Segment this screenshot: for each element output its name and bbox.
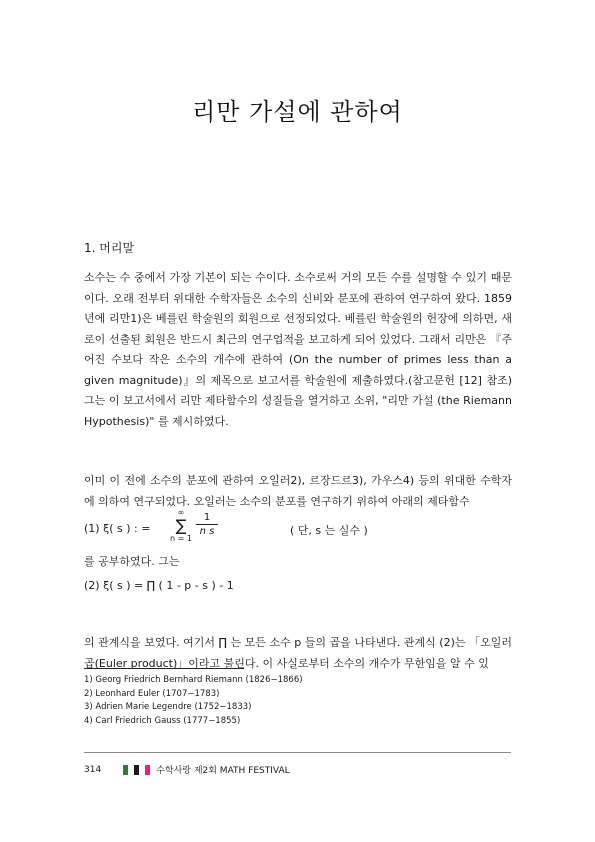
sum-lower-limit: n = 1 (170, 534, 192, 543)
intro-paragraph: 소수는 수 중에서 가장 기본이 되는 수이다. 소수로써 거의 모든 수를 설명할 수 있기 때문이다. 오래 전부터 위대한 수학자들은 소수의 신비와 분포에 관하여 연구하여 왔다. 1859년에 리만1)은 베를린 학술원의 회원으로 선정되었다. 베를린 학술원의 헌장에 의하면, 새로이 선출된 회원은 반드시 최근의 연구업적을 보고하게 되어 있었다. 그래서 리만은 『주어진 수보다 작은 소수의 개수에 관하여 (On the number of primes less than a given magnitude)』의 제목으로 보고서를 학술원에 제출하였다.(참고문헌 [12] 참조) 그는 이 보고서에서 리만 제타함수의 성질들을 열거하고 소위, "리만 가설 (the Riemann Hypothesis)" 를 제시하였다. (84, 271, 512, 428)
footnotes-list (84, 674, 303, 728)
page-title: 리만 가설에 관하여 (192, 98, 403, 126)
page-footer (84, 763, 290, 776)
footnote-item: 1) Georg Friedrich Bernhard Riemann (1826−1866) (84, 675, 303, 685)
footnote-divider (84, 668, 244, 669)
fraction-numerator: 1 (196, 511, 218, 525)
fraction-denominator: n s (199, 526, 215, 537)
footnote-item: 4) Carl Friedrich Gauss (1777−1855) (84, 715, 241, 726)
fraction (196, 511, 218, 538)
relation-paragraph: 의 관계식을 보였다. 여기서 ∏ 는 모든 소수 p 들의 곱을 나타낸다. 관계식 (2)는 「오일러 곱(Euler product)」이라고 불린다. 이 사실로부터 소수의 개수가 무한임을 알 수 있 (84, 636, 512, 670)
page-number: 314 (84, 764, 102, 775)
sigma-symbol: ∑ (175, 516, 187, 535)
pink-square-icon (145, 765, 150, 775)
summation-symbol (170, 508, 192, 544)
studied-paragraph: 를 공부하였다. 그는 (84, 555, 180, 568)
sum-upper-limit: ∞ (177, 508, 185, 517)
euler-paragraph: 이미 이 전에 소수의 분포에 관하여 오일러2), 르장드르3), 가우스4) 등의 위대한 수학자에 의하여 연구되었다. 오일러는 소수의 분포를 연구하기 위하여 아래의 제타함수 (84, 474, 512, 508)
green-square-icon (123, 765, 128, 775)
formula-2-euler-product: (2) ξ( s ) = ∏ ( 1 - p - s ) - 1 (84, 579, 234, 592)
footnote-item: 2) Leonhard Euler (1707−1783) (84, 688, 220, 699)
publication-name: 수학사랑 제2회 MATH FESTIVAL (156, 766, 290, 776)
black-square-icon (134, 765, 139, 775)
formula-1-note: ( 단, s 는 실수 ) (290, 524, 368, 537)
formula-1-label: (1) ξ( s ) : = (84, 522, 151, 535)
footnote-item: 3) Adrien Marie Legendre (1752−1833) (84, 702, 252, 712)
section-heading: 1. 머리말 (84, 241, 135, 255)
footer-divider (84, 752, 511, 753)
